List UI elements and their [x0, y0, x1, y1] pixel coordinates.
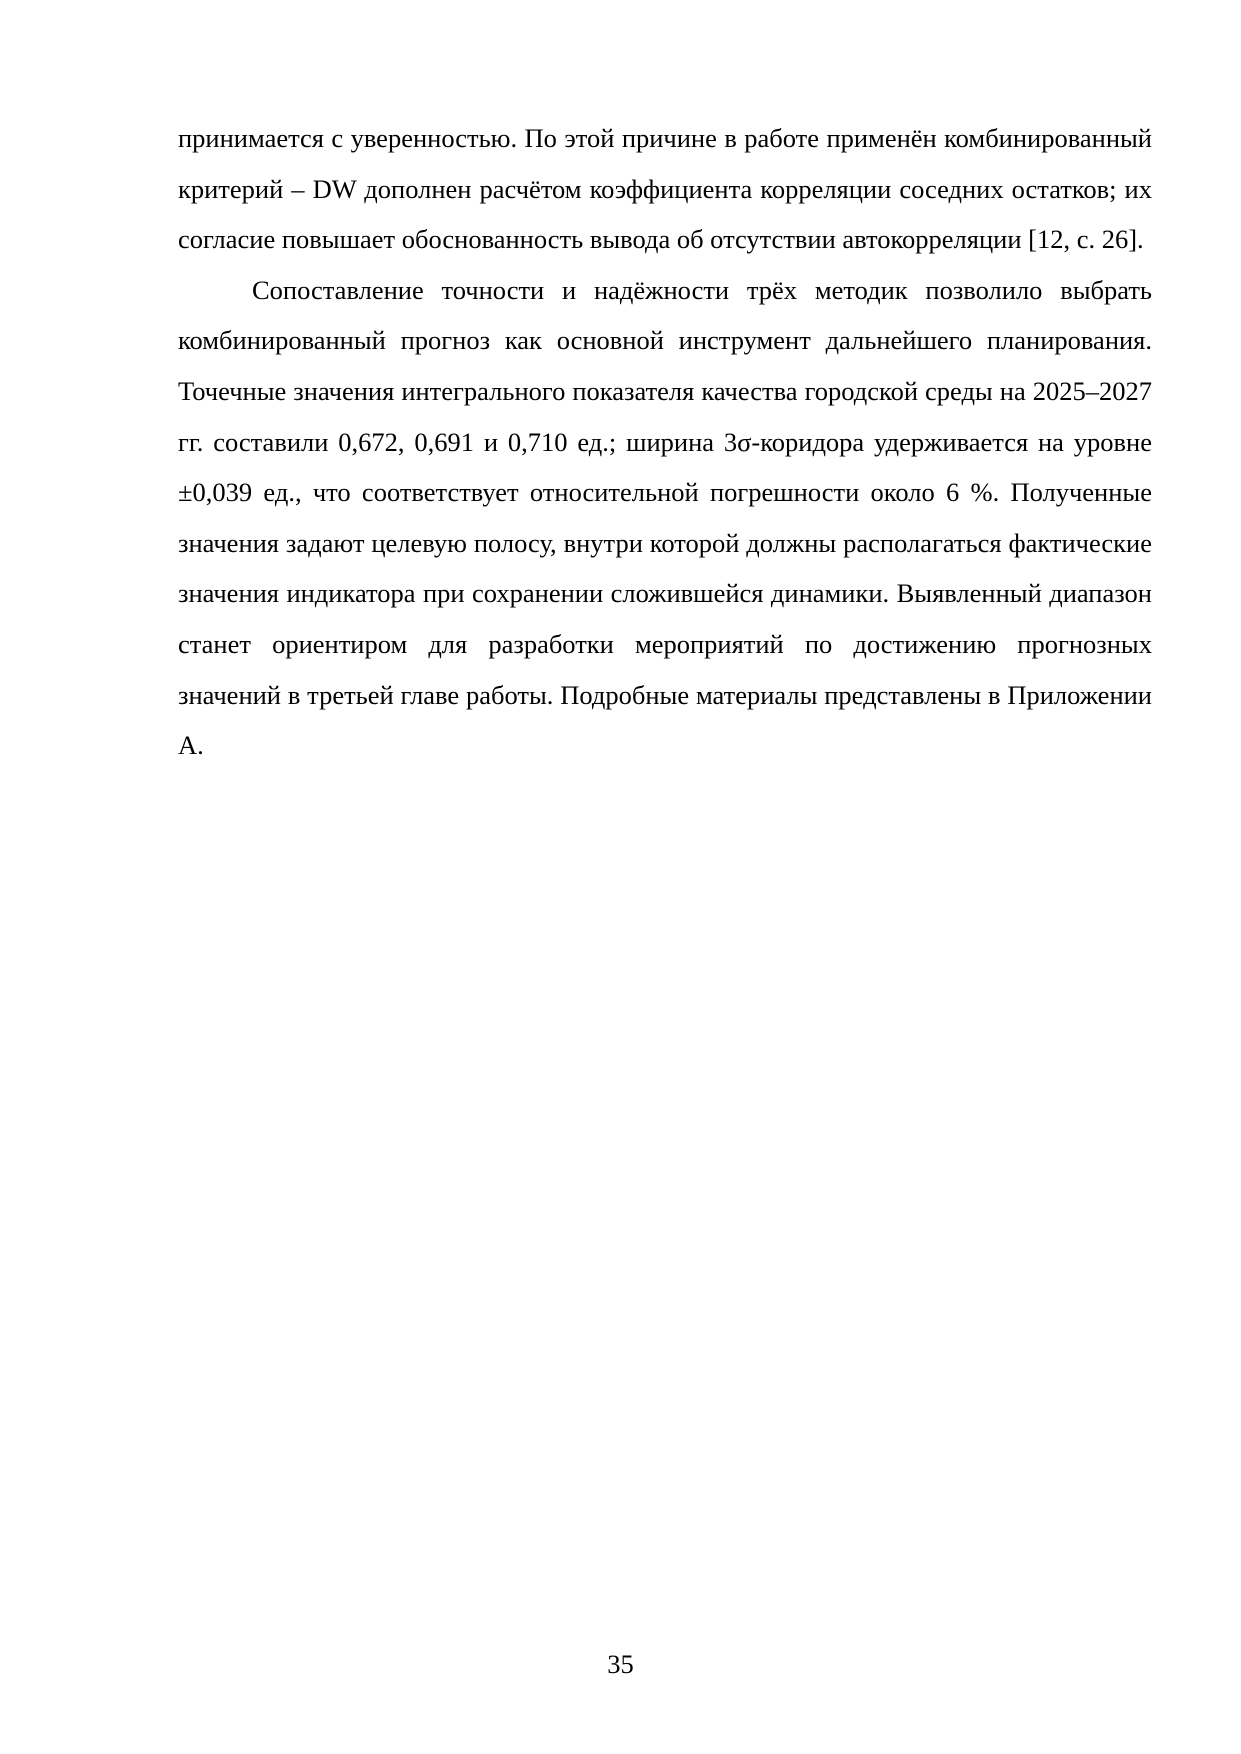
body-text: [178, 113, 1152, 771]
page-number: 35: [607, 1649, 634, 1679]
paragraph-forecast-comparison: Сопоставление точности и надёжности трёх методик позволило выбрать комбинированный прогноз как основной инструмент дальнейшего планирования. Точечные значения интегрального показателя качества городской среды на 2025–2027 гг. составили 0,672, 0,691 и 0,710 ед.; ширина 3σ-коридора удерживается на уровне ±0,039 ед., что соответствует относительной погрешности около 6 %. Полученные значения задают целевую полосу, внутри которой должны располагаться фактические значения индикатора при сохранении сложившейся динамики. Выявленный диапазон станет ориентиром для разработки мероприятий по достижению прогнозных значений в третьей главе работы. Подробные материалы представлены в Приложении А.: [178, 274, 1152, 761]
paragraph-continuation: принимается с уверенностью. По этой причине в работе применён комбинированный критерий – DW дополнен расчётом коэффициента корреляции соседних остатков; их согласие повышает обоснованность вывода об отсутствии автокорреляции [12, с. 26].: [178, 123, 1152, 255]
